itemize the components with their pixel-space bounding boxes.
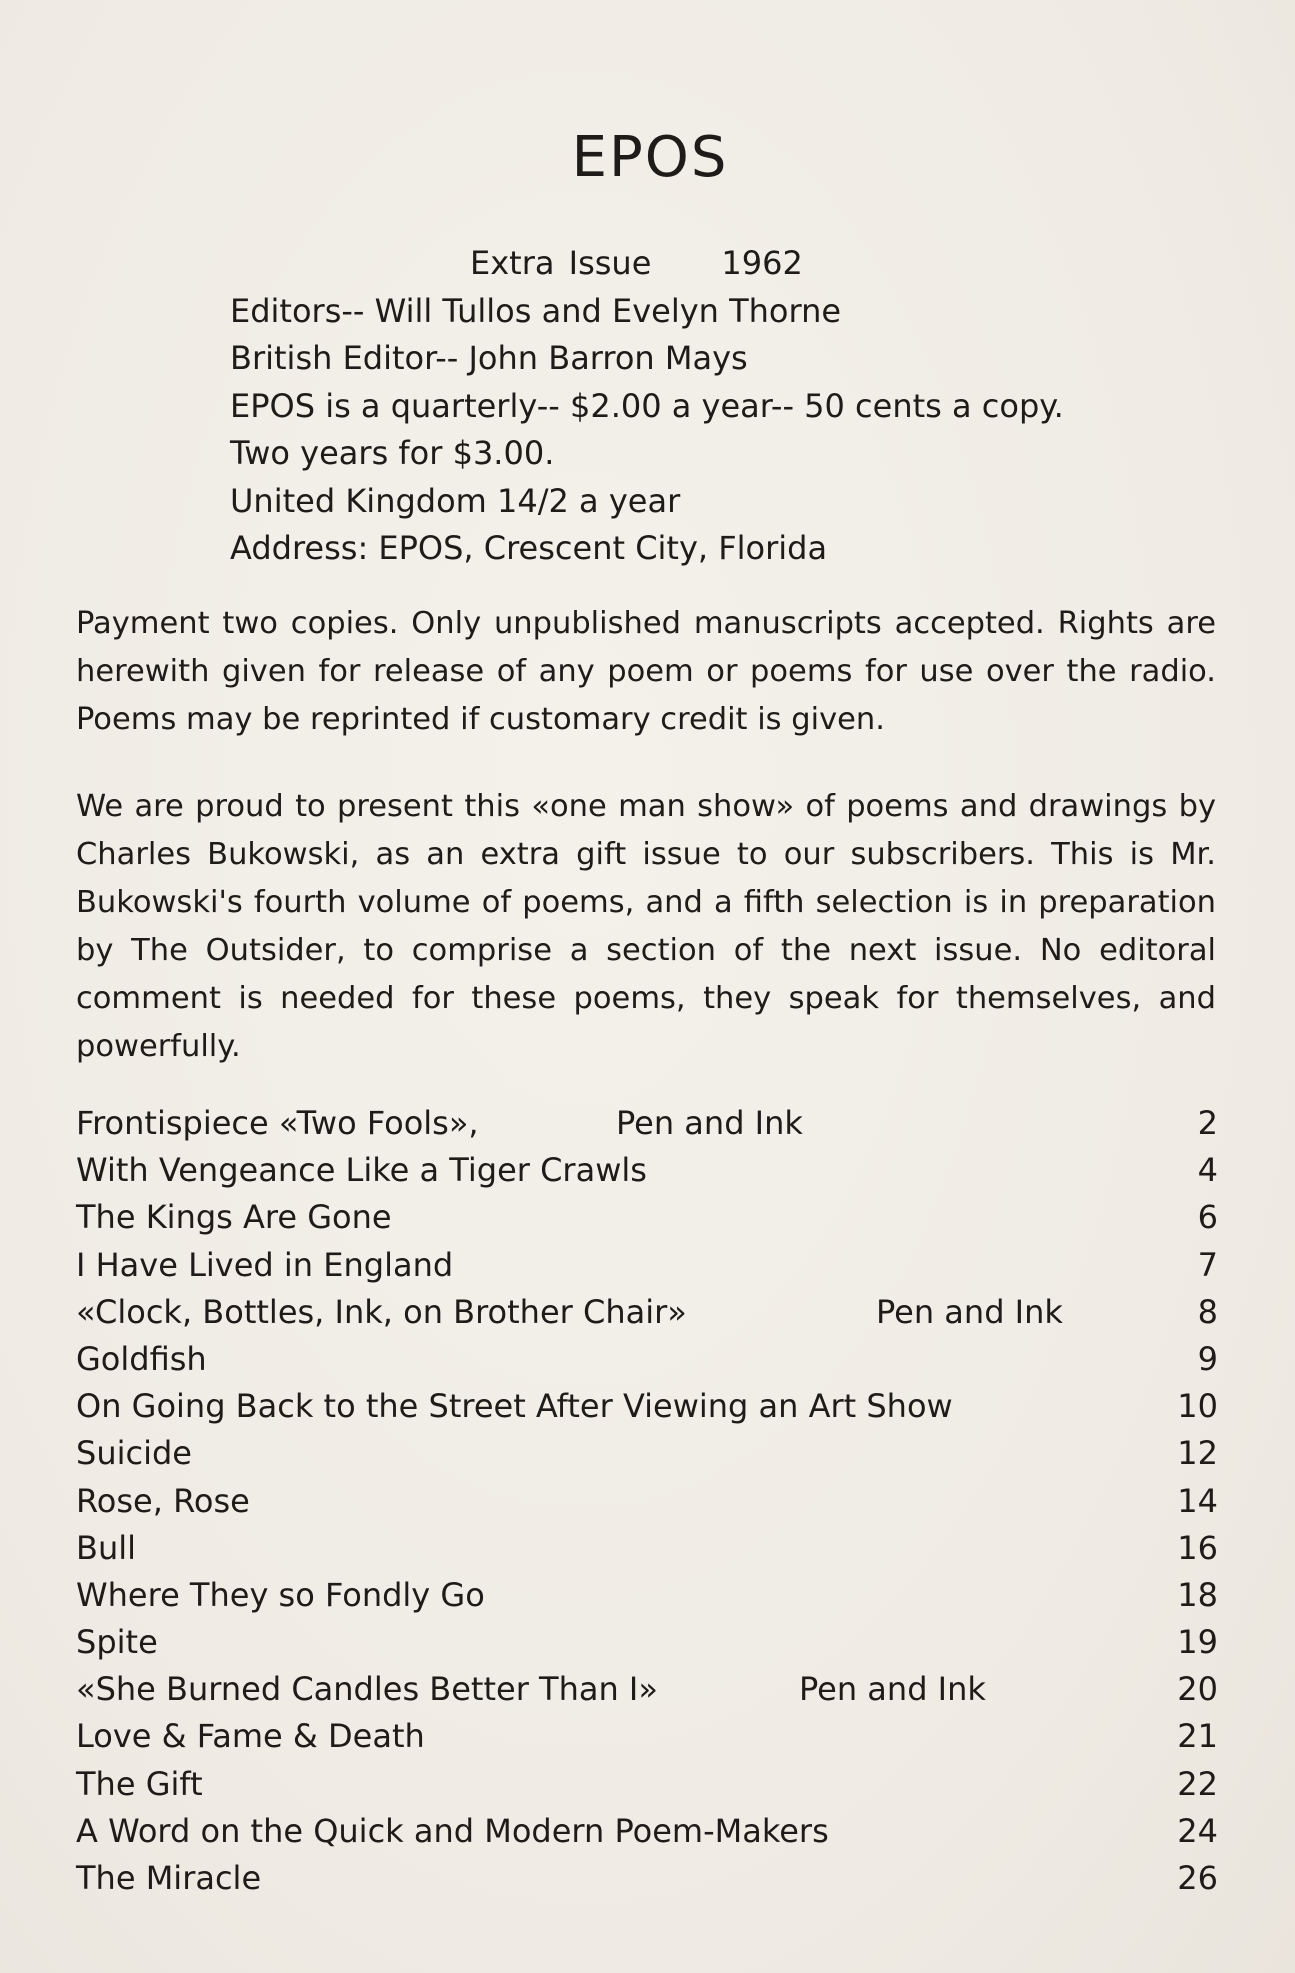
- toc-entry-page: 14: [1177, 1481, 1218, 1520]
- toc-entry-page: 8: [1197, 1292, 1218, 1331]
- toc-entry-title: Suicide: [76, 1434, 192, 1473]
- toc-entry-title: The Gift: [76, 1764, 203, 1803]
- toc-entry-title: Rose, Rose: [76, 1481, 250, 1520]
- toc-entry-title: A Word on the Quick and Modern Poem-Makers: [76, 1811, 829, 1850]
- uk-price-line: United Kingdom 14/2 a year: [230, 481, 681, 520]
- toc-entry: [76, 1855, 1218, 1902]
- toc-entry-page: 6: [1197, 1198, 1218, 1237]
- toc-entry-page: 9: [1197, 1339, 1218, 1378]
- toc-entry-page: 18: [1177, 1575, 1218, 1614]
- address-line: Address: EPOS, Crescent City, Florida: [230, 529, 828, 567]
- toc-entry-page: 12: [1177, 1434, 1218, 1473]
- editors-line: Editors-- Will Tullos and Evelyn Thorne: [230, 291, 842, 330]
- toc-entry: [76, 1808, 1218, 1855]
- toc-entry-title: Love & Fame & Death: [76, 1717, 425, 1756]
- toc-entry: [76, 1430, 1218, 1477]
- toc-entry: [76, 1572, 1218, 1619]
- toc-entry: [76, 1761, 1218, 1808]
- magazine-title: EPOS: [571, 125, 729, 190]
- toc-entry: [76, 1147, 1218, 1194]
- masthead: [230, 240, 1064, 573]
- toc-entry-title: On Going Back to the Street After Viewing an Art Show: [76, 1387, 953, 1426]
- british-editor-line: British Editor-- John Barron Mays: [230, 339, 748, 377]
- toc-entry-title: Bull: [76, 1528, 137, 1567]
- toc-entry-title: The Kings Are Gone: [76, 1198, 392, 1237]
- toc-entry-page: 2: [1197, 1104, 1218, 1142]
- toc-entry-title: Where They so Fondly Go: [76, 1575, 485, 1614]
- toc-entry-title: With Vengeance Like a Tiger Crawls: [76, 1151, 647, 1190]
- toc-entry-title: Spite: [76, 1623, 158, 1662]
- toc-entry: [76, 1478, 1218, 1525]
- intro-paragraph: We are proud to present this «one man show» of poems and drawings by Charles Bukowski, as an extra gift issue to our subscribers. This is Mr. Bukowski's fourth volume of poems, and a fifth selection is in preparation by The Outsider, to comprise a section of the next issue. No editoral comment is needed for these poems, they speak for themselves, and powerfully.: [76, 789, 1216, 1064]
- toc-entry: [76, 1525, 1218, 1572]
- toc-entry-page: 16: [1177, 1528, 1218, 1567]
- toc-entry-title: Frontispiece «Two Fools»,: [76, 1104, 479, 1142]
- price-line: EPOS is a quarterly-- $2.00 a year-- 50 cents a copy.: [230, 386, 1064, 425]
- toc-entry: [76, 1289, 1218, 1336]
- issue-label: Extra Issue: [470, 244, 652, 282]
- toc-entry-title: «Clock, Bottles, Ink, on Brother Chair»: [76, 1292, 687, 1331]
- toc-entry-page: 19: [1177, 1623, 1218, 1662]
- toc-entry-medium: Pen and Ink: [876, 1292, 1063, 1331]
- table-of-contents: [76, 1100, 1218, 1902]
- two-years-line: Two years for $3.00.: [230, 434, 555, 472]
- toc-entry-title: «She Burned Candles Better Than I»: [76, 1670, 658, 1709]
- issue-year: 1962: [721, 244, 803, 282]
- toc-entry-page: 26: [1177, 1859, 1218, 1897]
- toc-entry-title: I Have Lived in England: [76, 1245, 454, 1284]
- toc-entry-page: 10: [1177, 1387, 1218, 1426]
- toc-entry-page: 24: [1177, 1811, 1218, 1850]
- toc-entry-title: The Miracle: [76, 1859, 262, 1897]
- toc-entry: [76, 1100, 1218, 1147]
- toc-entry-page: 4: [1197, 1151, 1218, 1190]
- toc-entry-page: 21: [1177, 1717, 1218, 1756]
- toc-entry-page: 20: [1177, 1670, 1218, 1709]
- toc-entry: [76, 1619, 1218, 1666]
- toc-entry: [76, 1194, 1218, 1241]
- toc-entry-medium: Pen and Ink: [799, 1670, 986, 1709]
- toc-entry-page: 22: [1177, 1764, 1218, 1803]
- toc-entry: [76, 1666, 1218, 1713]
- toc-entry-title: Goldfish: [76, 1339, 207, 1378]
- toc-entry: [76, 1336, 1218, 1383]
- toc-entry: [76, 1383, 1218, 1430]
- toc-entry-medium: Pen and Ink: [616, 1104, 803, 1142]
- toc-entry: [76, 1242, 1218, 1289]
- payment-paragraph: Payment two copies. Only unpublished manuscripts accepted. Rights are herewith given for release of any poem or poems for use over the radio. Poems may be reprinted if customary credit is given.: [76, 606, 1216, 737]
- issue-line: [230, 240, 1064, 288]
- toc-entry: [76, 1713, 1218, 1760]
- toc-entry-page: 7: [1197, 1245, 1218, 1284]
